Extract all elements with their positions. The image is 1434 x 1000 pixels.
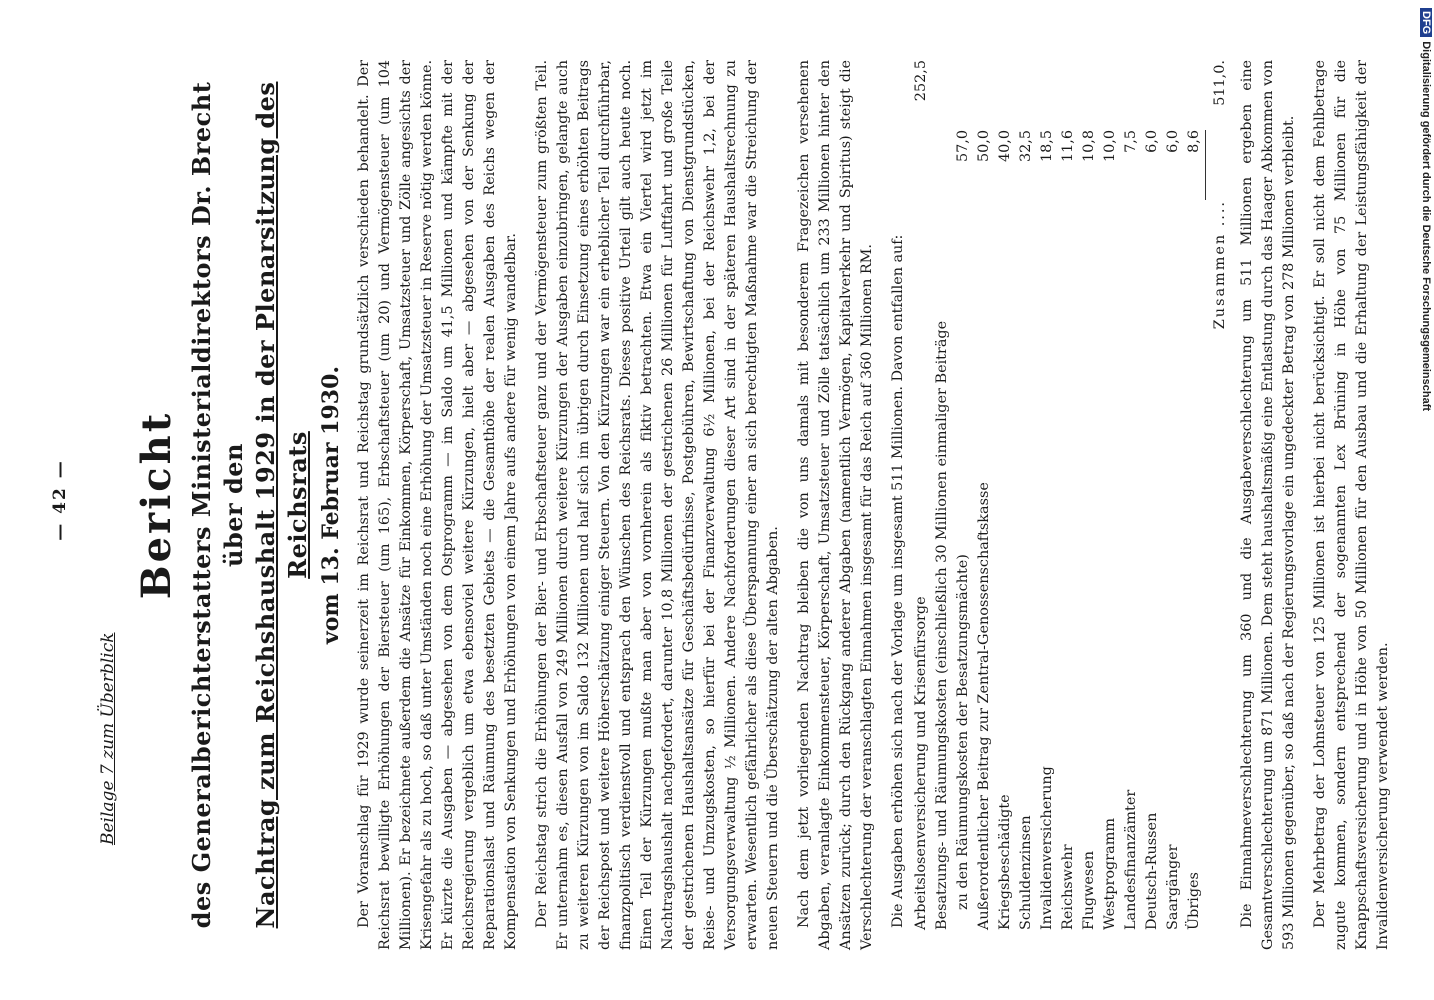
paragraph: Der Reichstag strich die Erhöhungen der Bier- und Erbschaftsteuer ganz und der Vermögensteuer zum größten Teil. Er unternahm es, diesen Ausfall von 249 Millionen durch weitere Kürzungen der Ausgaben einzubringen, gelangte auch zu weiteren Kürzungen von im Saldo 132 Millionen und half sich im übrigen durch Einsetzung eines erhöhten Beitrags der Reichspost und weitere Höherschätzung einiger Steuern. Von den Kürzungen war ein erheblicher Teil durchführbar, finanzpolitisch verdienstvoll und entsprach den Wünschen des Reichsrats. Dieses positive Urteil gilt auch heute noch. Einen Teil der Kürzungen mußte man aber von vornherein als fiktiv betrachten. Etwa ein Viertel wird jetzt im Nachtragshaushalt nachgefordert, darunter 10,8 Millionen der gestrichenen 26 Millionen für Luftfahrt und große Teile der gestrichenen Haushaltsansätze für Geschäftsbedürfnisse, Postgebühren, Bewirtschaftung von Dienstgrundstücken, Reise- und Umzugskosten, so hierfür bei der Finanzverwaltung 6½ Millionen, bei der Reichswehr 1,2, bei der Versorgungsverwaltung ½ Millionen. Andere Nachforderungen dieser Art sind in der späteren Haushaltsrechnung zu erwarten. Wesentlich gefährlicher als diese Überspannung einer an sich berechtigten Maßnahme war die Streichung der neuen Steuern und die Überschätzung der alten Abgaben. [534, 60, 781, 950]
expenditure-label: Saargänger [1165, 844, 1181, 930]
expenditure-value: 7,5 [1123, 130, 1139, 153]
paragraph: Die Ausgaben erhöhen sich nach der Vorlage um insgesamt 511 Millionen. Davon entfallen auf: [890, 234, 906, 928]
expenditure-row [995, 60, 1016, 950]
expenditure-value: 10,0 [1102, 130, 1118, 163]
expenditure-label: Landesfinanzämter [1123, 789, 1139, 930]
expenditure-row [911, 60, 932, 950]
expenditure-value: 6,0 [1165, 130, 1181, 153]
expenditure-value [932, 130, 953, 200]
expenditure-label: Reichswehr [1060, 844, 1076, 930]
expenditure-value: 32,5 [1018, 130, 1034, 163]
expenditure-value: 40,0 [997, 130, 1013, 163]
expenditure-row [1100, 60, 1121, 950]
expenditure-row [1016, 60, 1037, 950]
expenditure-subtotal [1037, 60, 1058, 130]
expenditure-label: zu den Räumungskosten der Besatzungsmächte) [955, 554, 971, 910]
expenditure-label: Besatzungs- und Räumungskosten (einschließlich 30 Millionen einmaliger Beiträge [934, 320, 950, 930]
subtitle-line-2: Nachtrag zum Reichshaushalt 1929 in der Plenarsitzung des Reichsrats [251, 81, 312, 929]
expenditure-subtotal [1058, 60, 1079, 130]
expenditure-row [1058, 60, 1079, 950]
expenditure-value: 50,0 [976, 130, 992, 163]
report-subtitle [186, 60, 314, 950]
paragraph: Nach dem jetzt vorliegenden Nachtrag bleiben die von uns damals mit besonderem Fragezeichen versehenen Abgaben, veranlagte Einkommensteuer, Körperschaft, Umsatzsteuer und Zölle tatsächlich um 233 Millionen hinter den Ansätzen zurück; durch den Rückgang anderer Abgaben (namentlich Vermögen, Kapitalverkehr und Spiritus) steigt die Verschlechterung der veranschlagten Einnahmen insgesamt für das Reich auf 360 Millionen RM. [796, 60, 875, 950]
expenditure-row [953, 60, 974, 950]
subtitle-line-1: des Generalberichterstatters Ministerialdirektors Dr. Brecht über den [187, 81, 248, 929]
supplement-label: Beilage 7 zum Überblick [98, 632, 118, 845]
expenditure-subtotal [1163, 60, 1184, 130]
expenditure-subtotal [974, 60, 995, 130]
expenditure-label: Arbeitslosenversicherung und Krisenfürsorge [913, 596, 929, 930]
expenditure-label: Schuldenzinsen [1018, 815, 1034, 930]
expenditure-subtotal [1184, 60, 1206, 130]
expenditure-label: Kriegsbeschädigte [997, 794, 1013, 930]
total-value: 511,0. [1211, 60, 1228, 106]
expenditure-label: Deutsch-Russen [1144, 812, 1160, 930]
expenditure-value: 57,0 [955, 130, 971, 163]
expenditure-subtotal [1079, 60, 1100, 130]
expenditure-row [1142, 60, 1163, 950]
expenditure-subtotal [1100, 60, 1121, 130]
expenditure-subtotal [1016, 60, 1037, 130]
dfg-sidebar [1418, 8, 1434, 998]
dfg-notice-text: Digitalisierung gefördert durch die Deutsche Forschungsgemeinschaft [1420, 41, 1432, 412]
expenditure-subtotal [1121, 60, 1142, 130]
total-row [1206, 60, 1231, 950]
expenditure-value [911, 130, 932, 200]
expenditure-value: 18,5 [1039, 130, 1055, 163]
dfg-logo: DFG [1420, 8, 1432, 37]
expenditure-row [1079, 60, 1100, 950]
expenditure-value: 11,6 [1060, 130, 1076, 163]
expenditure-value: 8,6 [1186, 130, 1202, 153]
expenditure-value: 10,8 [1081, 130, 1097, 163]
expenditure-label: Außerordentlicher Beitrag zur Zentral-Genossenschaftskasse [976, 482, 992, 930]
expenditure-row [974, 60, 995, 950]
expenditure-label: Invalidenversicherung [1039, 766, 1055, 930]
paragraph: Der Mehrbetrag der Lohnsteuer von 125 Millionen ist hierbei nicht berücksichtigt. Er soll nicht dem Fehlbetrage zugute kommen, sondern entsprechend der sogenannten Lex Brüning in Höhe von 75 Millionen für die Knappschaftsversicherung und in Höhe von 50 Millionen für den Ausbau und die Erhaltung der Leistungsfähigkeit der Invalidenversicherung verwendet werden. [1311, 60, 1391, 950]
expenditure-row [1163, 60, 1184, 950]
expenditure-label: Westprogramm [1102, 817, 1118, 930]
expenditure-table [911, 60, 1231, 950]
report-title: Bericht [133, 410, 180, 600]
expenditure-row [1037, 60, 1058, 950]
expenditure-subtotal [1142, 60, 1163, 130]
expenditure-row [1184, 60, 1206, 950]
expenditure-subtotal [953, 60, 974, 130]
expenditure-subtotal [932, 60, 953, 130]
expenditure-label: Übriges [1186, 872, 1203, 930]
expenditure-value: 6,0 [1144, 130, 1160, 153]
total-spacer [1206, 130, 1231, 200]
expenditure-row [1121, 60, 1142, 950]
paragraph: Der Voranschlag für 1929 wurde seinerzeit im Reichsrat und Reichstag grundsätzlich verschieden behandelt. Der Reichsrat bewilligte Erhöhungen der Biersteuer (um 165), Erbschaftsteuer (um 20) und Vermögensteuer (um 104 Millionen). Er bezeichnete außerdem die Ansätze für Einkommen, Körperschaft, Umsatzsteuer und Zölle angesichts der Krisengefahr als zu hoch, so daß unter Umständen noch eine Erhöhung der Umsatzsteuer in Reserve nötig werden könne. Er kürzte die Ausgaben — abgesehen von dem Ostprogramm — im Saldo um 41,5 Millionen und kämpfte mit der Reichsregierung vergeblich um etwa ebensoviel weitere Kürzungen, hielt aber — abgesehen von der Senkung der Reparationslast und Räumung des besetzten Gebiets — die Gesamthöhe der realen Ausgaben des Reichs wegen der Kompensation von Senkungen und Erhöhungen von einem Jahre aufs andere für wenig wandelbar. [356, 60, 519, 950]
report-date: vom 13. Februar 1930. [318, 365, 344, 645]
paragraph: Die Einnahmeverschlechterung um 360 und die Ausgabeverschlechterung um 511 Millionen ergeben eine Gesamtverschlechterung um 871 Millionen. Dem steht haushaltsmäßig eine Entlastung durch das Haager Abkommen von 593 Millionen gegenüber, so daß nach der Regierungsvorlage ein ungedeckter Betrag von 278 Millionen verbleibt. [1238, 60, 1297, 950]
dfg-notice [1418, 8, 1432, 988]
expenditure-row [932, 60, 953, 950]
total-label: Zusammen .... [1211, 200, 1228, 330]
page-number: — 42 — [50, 459, 70, 541]
expenditure-label: Flugwesen [1081, 850, 1097, 930]
expenditure-subtotal [995, 60, 1016, 130]
expenditure-subtotal: 252,5 [913, 60, 929, 102]
